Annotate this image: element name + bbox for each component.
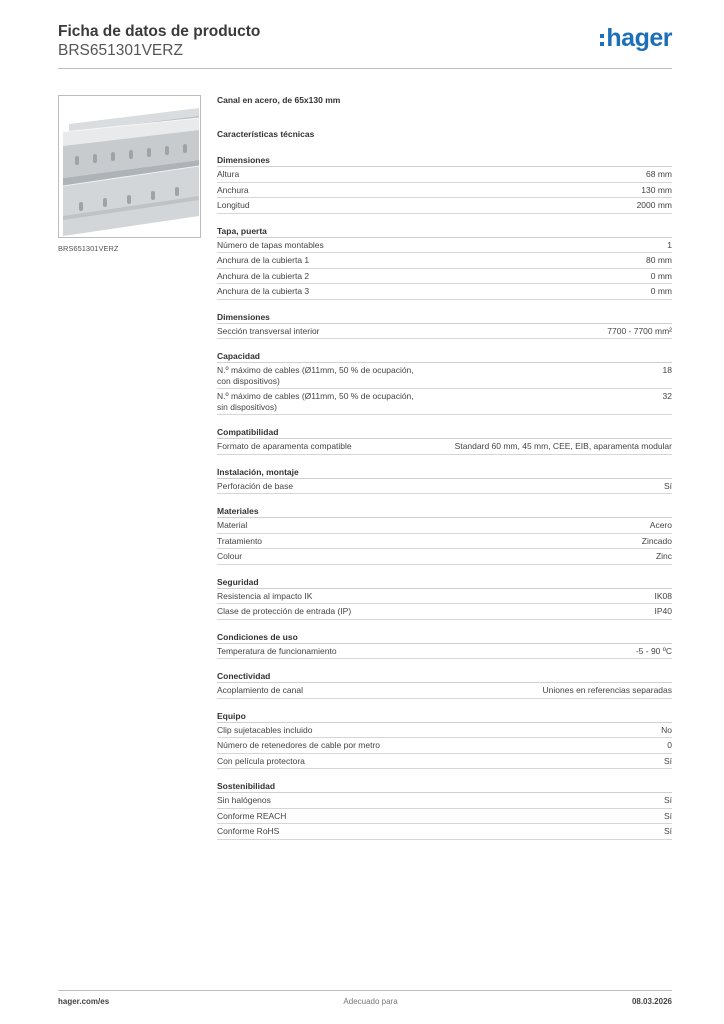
spec-label: Sin halógenos: [217, 795, 271, 805]
section-title: Condiciones de uso: [217, 632, 672, 644]
spec-row: [217, 363, 672, 389]
spec-section: [217, 351, 672, 415]
spec-row: [217, 589, 672, 605]
footer-date: 08.03.2026: [631, 997, 672, 1006]
spec-label: Temperatura de funcionamiento: [217, 645, 337, 656]
spec-label: N.º máximo de cables (Ø11mm, 50 % de ocupación, sin dispositivos): [217, 391, 414, 412]
spec-label: Formato de aparamenta compatible: [217, 441, 352, 451]
spec-value: 32: [662, 391, 672, 401]
spec-value: IK08: [654, 590, 672, 601]
logo-dots-icon: [600, 34, 604, 46]
spec-label: Longitud: [217, 200, 250, 210]
spec-label: Conforme REACH: [217, 810, 287, 821]
spec-row: [217, 754, 672, 770]
spec-value: 0 mm: [650, 286, 672, 296]
spec-value: IP40: [654, 606, 672, 616]
spec-section: [217, 577, 672, 620]
spec-value: 0 mm: [650, 270, 672, 281]
spec-row: [217, 518, 672, 534]
spec-label: Altura: [217, 169, 240, 179]
section-title: Seguridad: [217, 577, 672, 589]
cable-trunking-product-image: [59, 96, 201, 238]
spec-section: [217, 632, 672, 660]
section-title: Conectividad: [217, 671, 672, 683]
spec-label: Sección transversal interior: [217, 325, 320, 336]
section-title: Dimensiones: [217, 312, 672, 324]
spec-section: [217, 671, 672, 699]
spec-row: [217, 534, 672, 550]
spec-label: Resistencia al impacto IK: [217, 590, 313, 601]
footer-site-link[interactable]: hager.com/es: [58, 997, 110, 1006]
spec-label: Con película protectora: [217, 755, 305, 766]
spec-row: [217, 253, 672, 269]
spec-value: 1: [667, 239, 672, 250]
spec-value: 2000 mm: [636, 200, 672, 210]
spec-label: Anchura de la cubierta 1: [217, 255, 310, 265]
spec-row: [217, 549, 672, 565]
spec-section: [217, 506, 672, 565]
spec-row: [217, 604, 672, 620]
spec-section: [217, 711, 672, 770]
spec-label: Número de retenedores de cable por metro: [217, 740, 381, 750]
product-description: Canal en acero, de 65x130 mm: [217, 95, 341, 105]
logo-text: hager: [606, 24, 672, 52]
section-title: Dimensiones: [217, 155, 672, 167]
spec-label: Número de tapas montables: [217, 239, 324, 250]
spec-label: Anchura de la cubierta 3: [217, 286, 310, 296]
spec-value: 68 mm: [646, 169, 672, 179]
section-title: Materiales: [217, 506, 672, 518]
section-title: Tapa, puerta: [217, 226, 672, 238]
spec-label: Anchura: [217, 184, 249, 195]
spec-label: Acoplamiento de canal: [217, 685, 304, 695]
spec-value: Sí: [663, 755, 672, 766]
spec-row: [217, 738, 672, 754]
spec-section: [217, 155, 672, 214]
tech-characteristics-title: Características técnicas: [217, 129, 315, 139]
spec-row: [217, 167, 672, 183]
spec-value: 130 mm: [641, 184, 672, 195]
spec-value: Uniones en referencias separadas: [542, 685, 672, 695]
spec-label: Clip sujetacables incluido: [217, 724, 313, 735]
spec-value: Sí: [663, 480, 672, 491]
spec-label: Anchura de la cubierta 2: [217, 270, 310, 281]
footer-divider: [58, 990, 672, 991]
spec-row: [217, 723, 672, 739]
page-title: Ficha de datos de producto: [58, 23, 261, 40]
spec-value: 18: [662, 365, 672, 375]
spec-value: Zincado: [641, 535, 672, 546]
spec-row: [217, 269, 672, 285]
spec-value: -5 - 90 ºC: [635, 645, 672, 656]
image-caption: BRS651301VERZ: [58, 244, 119, 253]
spec-section: [217, 467, 672, 495]
spec-row: [217, 183, 672, 199]
spec-sections: [217, 155, 672, 840]
spec-value: Sí: [663, 810, 672, 821]
spec-section: [217, 226, 672, 300]
spec-value: Acero: [649, 520, 672, 530]
spec-value: Zinc: [655, 551, 672, 561]
spec-row: [217, 439, 672, 455]
product-image: [58, 95, 201, 238]
spec-section: [217, 781, 672, 840]
spec-row: [217, 389, 672, 415]
footer-suitable-for: Adecuado para: [343, 997, 398, 1006]
spec-label: Clase de protección de entrada (IP): [217, 606, 352, 616]
spec-row: [217, 284, 672, 300]
spec-row: [217, 683, 672, 699]
spec-value: Sí: [663, 795, 672, 805]
section-title: Compatibilidad: [217, 427, 672, 439]
spec-row: [217, 824, 672, 840]
spec-value: 7700 - 7700 mm²: [607, 325, 672, 336]
section-title: Sostenibilidad: [217, 781, 672, 793]
section-title: Equipo: [217, 711, 672, 723]
spec-row: [217, 238, 672, 254]
section-title: Capacidad: [217, 351, 672, 363]
spec-label: Material: [217, 520, 248, 530]
spec-section: [217, 427, 672, 455]
header-divider: [58, 68, 672, 69]
spec-row: [217, 793, 672, 809]
page-footer: [58, 997, 672, 1006]
spec-row: [217, 324, 672, 340]
spec-label: N.º máximo de cables (Ø11mm, 50 % de ocupación, con dispositivos): [217, 365, 414, 386]
spec-row: [217, 479, 672, 495]
spec-value: 0: [667, 740, 672, 750]
spec-value: Standard 60 mm, 45 mm, CEE, EIB, aparamenta modular: [454, 441, 672, 451]
spec-section: [217, 312, 672, 340]
spec-value: 80 mm: [646, 255, 672, 265]
spec-label: Tratamiento: [217, 535, 263, 546]
spec-row: [217, 809, 672, 825]
hager-logo: [600, 24, 672, 52]
spec-row: [217, 644, 672, 660]
spec-row: [217, 198, 672, 214]
spec-label: Conforme RoHS: [217, 826, 280, 836]
product-code: BRS651301VERZ: [58, 42, 183, 59]
spec-value: No: [661, 724, 672, 735]
spec-label: Perforación de base: [217, 480, 294, 491]
page-header: [58, 22, 672, 70]
spec-content: [217, 95, 672, 840]
spec-value: Sí: [663, 826, 672, 836]
section-title: Instalación, montaje: [217, 467, 672, 479]
spec-label: Colour: [217, 551, 243, 561]
